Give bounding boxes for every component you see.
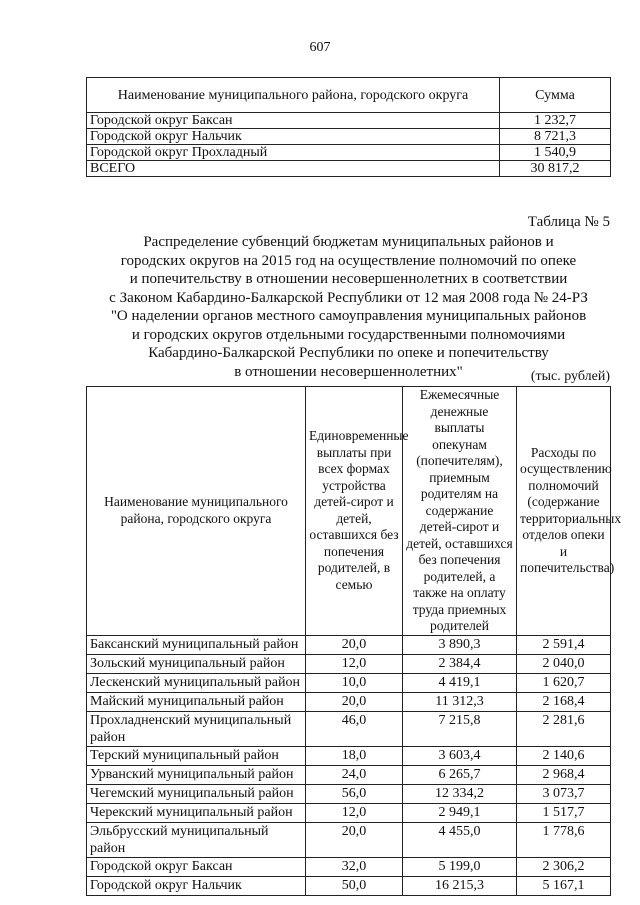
subvention-table xyxy=(86,386,622,896)
table-row xyxy=(87,161,611,177)
row-value: 3 890,3 xyxy=(403,635,517,654)
row-name: Чегемский муниципальный район xyxy=(87,784,306,803)
header-expenses: Расходы по осуществлению полномочий (содержание территориальных отделов опеки и попечительства) xyxy=(517,387,611,636)
row-value: 2 306,2 xyxy=(517,857,611,876)
row-value: 12,0 xyxy=(306,803,403,822)
row-value: 20,0 xyxy=(306,635,403,654)
page-number: 607 xyxy=(309,40,331,55)
row-value: 18,0 xyxy=(306,746,403,765)
row-name: Баксанский муниципальный район xyxy=(87,635,306,654)
row-value: 12 334,2 xyxy=(403,784,517,803)
row-value: 4 419,1 xyxy=(403,673,517,692)
table-row xyxy=(87,822,611,857)
title-line: и попечительству в отношении несовершеннолетних в соответствии xyxy=(129,271,568,287)
row-value: 2 168,4 xyxy=(517,692,611,711)
row-value: 11 312,3 xyxy=(403,692,517,711)
row-value: 2 968,4 xyxy=(517,765,611,784)
table-row xyxy=(87,654,611,673)
table-row xyxy=(87,129,611,145)
row-value: 1 232,7 xyxy=(500,113,611,129)
row-value: 20,0 xyxy=(306,692,403,711)
row-value: 1 620,7 xyxy=(517,673,611,692)
row-name: Городской округ Баксан xyxy=(87,113,500,129)
row-value: 3 073,7 xyxy=(517,784,611,803)
summary-table xyxy=(86,77,611,177)
table-row xyxy=(87,692,611,711)
header-sum: Сумма xyxy=(500,78,611,113)
title-line: и городских округов отдельными государственными полномочиями xyxy=(131,326,566,343)
table-row xyxy=(87,803,611,822)
table-row xyxy=(87,857,611,876)
row-name: ВСЕГО xyxy=(87,161,500,177)
row-value: 56,0 xyxy=(306,784,403,803)
table-title xyxy=(86,233,611,381)
row-value: 1 517,7 xyxy=(517,803,611,822)
title-line: Распределение субвенций бюджетам муниципальных районов и xyxy=(143,234,554,250)
row-value: 7 215,8 xyxy=(403,711,517,746)
row-value: 2 140,6 xyxy=(517,746,611,765)
title-line: в отношении несовершеннолетних" xyxy=(234,363,463,380)
row-value: 10,0 xyxy=(306,673,403,692)
row-value: 2 040,0 xyxy=(517,654,611,673)
title-line: городских округов на 2015 год на осуществление полномочий по опеке xyxy=(120,252,577,269)
row-name: Городской округ Прохладный xyxy=(87,145,500,161)
row-name: Майский муниципальный район xyxy=(87,692,306,711)
row-name: Эльбрусский муниципальный район xyxy=(87,822,306,857)
title-line: Кабардино-Балкарской Республики по опеке и попечительству xyxy=(148,345,549,361)
row-name: Лескенский муниципальный район xyxy=(87,673,306,692)
title-line: "О наделении органов местного самоуправления муниципальных районов xyxy=(110,308,587,324)
row-name: Урванский муниципальный район xyxy=(87,765,306,784)
row-name: Прохладненский муниципальный район xyxy=(87,711,306,746)
row-value: 12,0 xyxy=(306,654,403,673)
row-value: 2 949,1 xyxy=(403,803,517,822)
row-value: 6 265,7 xyxy=(403,765,517,784)
row-value: 2 384,4 xyxy=(403,654,517,673)
row-value: 2 591,4 xyxy=(517,635,611,654)
table-row xyxy=(87,765,611,784)
row-value: 50,0 xyxy=(306,876,403,895)
table-header-row xyxy=(87,78,611,113)
table-header-row xyxy=(87,387,611,636)
table-row xyxy=(87,784,611,803)
row-name: Черекский муниципальный район xyxy=(87,803,306,822)
units-label: (тыс. рублей) xyxy=(530,369,610,384)
title-line: с Законом Кабардино-Балкарской Республики от 12 мая 2008 года № 24-РЗ xyxy=(109,289,588,306)
row-value: 5 199,0 xyxy=(403,857,517,876)
row-value: 1 540,9 xyxy=(500,145,611,161)
header-name: Наименование муниципального района, городского округа xyxy=(87,387,306,636)
table-row xyxy=(87,673,611,692)
row-value: 2 281,6 xyxy=(517,711,611,746)
table-row xyxy=(87,711,611,746)
row-value: 5 167,1 xyxy=(517,876,611,895)
row-value: 4 455,0 xyxy=(403,822,517,857)
header-monthly: Ежемесячные денежные выплаты опекунам (попечителям), приемным родителям на содержание детей-сирот и детей, оставшихся без попечения родителей, а также на оплату труда приемных родителей xyxy=(403,387,517,636)
table-row xyxy=(87,746,611,765)
row-name: Городской округ Нальчик xyxy=(87,876,306,895)
row-name: Городской округ Баксан xyxy=(87,857,306,876)
row-value: 46,0 xyxy=(306,711,403,746)
row-value: 24,0 xyxy=(306,765,403,784)
table-row xyxy=(87,635,611,654)
header-name: Наименование муниципального района, городского округа xyxy=(87,78,500,113)
table-number: Таблица № 5 xyxy=(527,214,610,230)
row-name: Зольский муниципальный район xyxy=(87,654,306,673)
row-value: 16 215,3 xyxy=(403,876,517,895)
row-name: Городской округ Нальчик xyxy=(87,129,500,145)
row-name: Терский муниципальный район xyxy=(87,746,306,765)
table-row xyxy=(87,876,611,895)
row-value: 32,0 xyxy=(306,857,403,876)
table-row xyxy=(87,113,611,129)
row-value: 30 817,2 xyxy=(500,161,611,177)
table-row xyxy=(87,145,611,161)
row-value: 20,0 xyxy=(306,822,403,857)
header-lump-sum: Единовременные выплаты при всех формах устройства детей-сирот и детей, оставшихся без попечения родителей, в семью xyxy=(306,387,403,636)
row-value: 1 778,6 xyxy=(517,822,611,857)
row-value: 3 603,4 xyxy=(403,746,517,765)
row-value: 8 721,3 xyxy=(500,129,611,145)
